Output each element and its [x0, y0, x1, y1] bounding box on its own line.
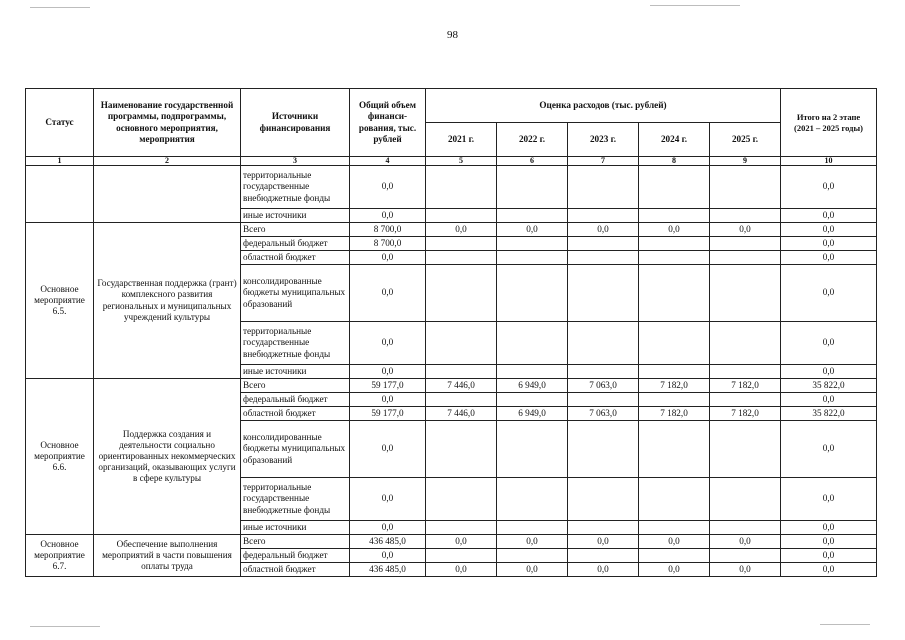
source-cell: консолидированные бюджеты муниципальных образований: [241, 265, 350, 322]
year-2023-cell: [568, 478, 639, 521]
year-2024-cell: [639, 478, 710, 521]
total-cell: 8 700,0: [350, 223, 426, 237]
status-cell: [26, 166, 94, 223]
year-2023-cell: [568, 237, 639, 251]
year-2025-cell: 7 182,0: [710, 407, 781, 421]
source-cell: Всего: [241, 535, 350, 549]
year-2025-cell: [710, 521, 781, 535]
header-itogo: [781, 89, 877, 157]
year-2021-cell: [426, 549, 497, 563]
column-number: 9: [710, 157, 781, 166]
source-cell: федеральный бюджет: [241, 237, 350, 251]
total-cell: 0,0: [350, 478, 426, 521]
year-2021-cell: 7 446,0: [426, 379, 497, 393]
year-2024-cell: [639, 265, 710, 322]
year-2023-cell: 0,0: [568, 223, 639, 237]
year-2025-cell: [710, 166, 781, 209]
year-2021-cell: [426, 265, 497, 322]
year-2023-cell: 0,0: [568, 535, 639, 549]
header-year-2025: 2025 г.: [710, 123, 781, 157]
year-2024-cell: 7 182,0: [639, 379, 710, 393]
year-2021-cell: [426, 322, 497, 365]
year-2024-cell: [639, 549, 710, 563]
year-2022-cell: [497, 521, 568, 535]
year-2023-cell: [568, 549, 639, 563]
year-2021-cell: [426, 421, 497, 478]
year-2023-cell: 0,0: [568, 563, 639, 577]
year-2025-cell: [710, 549, 781, 563]
year-2024-cell: 0,0: [639, 223, 710, 237]
year-2023-cell: [568, 251, 639, 265]
year-2025-cell: [710, 478, 781, 521]
header-year-2023: 2023 г.: [568, 123, 639, 157]
status-cell: Основное мероприятие 6.7.: [26, 535, 94, 577]
header-status: Статус: [26, 89, 94, 157]
header-name: Наименование государственной программы, подпрограммы, основного мероприятия, мероприятия: [94, 89, 241, 157]
year-2022-cell: [497, 166, 568, 209]
total-cell: 0,0: [350, 265, 426, 322]
year-2024-cell: [639, 365, 710, 379]
table-body: [26, 166, 877, 577]
year-2021-cell: 0,0: [426, 223, 497, 237]
year-2025-cell: [710, 237, 781, 251]
itogo-cell: 0,0: [781, 251, 877, 265]
year-2023-cell: [568, 166, 639, 209]
year-2022-cell: [497, 265, 568, 322]
year-2022-cell: [497, 209, 568, 223]
source-cell: иные источники: [241, 209, 350, 223]
budget-table: [25, 88, 877, 577]
scan-artifact-top-left: [30, 7, 90, 8]
year-2022-cell: 6 949,0: [497, 379, 568, 393]
year-2025-cell: [710, 251, 781, 265]
header-sources: Источники финансирования: [241, 89, 350, 157]
status-cell: Основное мероприятие 6.5.: [26, 223, 94, 379]
total-cell: 0,0: [350, 209, 426, 223]
column-number: 4: [350, 157, 426, 166]
itogo-cell: 0,0: [781, 478, 877, 521]
source-cell: иные источники: [241, 521, 350, 535]
year-2025-cell: [710, 265, 781, 322]
column-number: 2: [94, 157, 241, 166]
header-year-2022: 2022 г.: [497, 123, 568, 157]
activity-name-cell: Государственная поддержка (грант) комплексного развития региональных и муниципальных учреждений культуры: [94, 223, 241, 379]
year-2022-cell: 0,0: [497, 223, 568, 237]
header-total: Общий объем финанси-рования, тыс. рублей: [350, 89, 426, 157]
year-2023-cell: [568, 322, 639, 365]
total-cell: 0,0: [350, 549, 426, 563]
year-2022-cell: [497, 251, 568, 265]
itogo-cell: 0,0: [781, 393, 877, 407]
itogo-cell: 0,0: [781, 563, 877, 577]
scan-artifact-bottom-left: [30, 626, 100, 627]
year-2025-cell: [710, 421, 781, 478]
year-2025-cell: 0,0: [710, 563, 781, 577]
itogo-cell: 35 822,0: [781, 379, 877, 393]
year-2021-cell: 7 446,0: [426, 407, 497, 421]
year-2025-cell: [710, 209, 781, 223]
year-2021-cell: 0,0: [426, 563, 497, 577]
column-number: 3: [241, 157, 350, 166]
table-row: [26, 379, 877, 393]
year-2022-cell: [497, 549, 568, 563]
year-2022-cell: [497, 478, 568, 521]
itogo-cell: 0,0: [781, 265, 877, 322]
year-2021-cell: [426, 393, 497, 407]
total-cell: 436 485,0: [350, 563, 426, 577]
year-2024-cell: [639, 209, 710, 223]
year-2023-cell: 7 063,0: [568, 407, 639, 421]
table-row: [26, 223, 877, 237]
total-cell: 0,0: [350, 421, 426, 478]
column-number: 5: [426, 157, 497, 166]
source-cell: территориальные государственные внебюджетные фонды: [241, 478, 350, 521]
source-cell: федеральный бюджет: [241, 549, 350, 563]
total-cell: 0,0: [350, 521, 426, 535]
itogo-cell: 0,0: [781, 521, 877, 535]
activity-name-cell: Поддержка создания и деятельности социально ориентированных некоммерческих организаций, оказывающих услуги в сфере культуры: [94, 379, 241, 535]
column-number: 6: [497, 157, 568, 166]
total-cell: 8 700,0: [350, 237, 426, 251]
total-cell: 0,0: [350, 166, 426, 209]
year-2022-cell: 6 949,0: [497, 407, 568, 421]
year-2023-cell: [568, 521, 639, 535]
year-2021-cell: [426, 209, 497, 223]
itogo-cell: 0,0: [781, 209, 877, 223]
itogo-cell: 35 822,0: [781, 407, 877, 421]
year-2023-cell: [568, 421, 639, 478]
activity-name-cell: [94, 166, 241, 223]
source-cell: Всего: [241, 379, 350, 393]
year-2022-cell: [497, 322, 568, 365]
itogo-cell: 0,0: [781, 365, 877, 379]
year-2024-cell: 0,0: [639, 563, 710, 577]
year-2025-cell: [710, 365, 781, 379]
year-2024-cell: [639, 521, 710, 535]
year-2024-cell: 0,0: [639, 535, 710, 549]
total-cell: 0,0: [350, 251, 426, 265]
year-2022-cell: [497, 365, 568, 379]
header-year-2024: 2024 г.: [639, 123, 710, 157]
year-2022-cell: [497, 393, 568, 407]
year-2025-cell: [710, 393, 781, 407]
source-cell: Всего: [241, 223, 350, 237]
year-2022-cell: [497, 421, 568, 478]
header-estimate: Оценка расходов (тыс. рублей): [426, 89, 781, 123]
year-2023-cell: 7 063,0: [568, 379, 639, 393]
year-2023-cell: [568, 393, 639, 407]
year-2023-cell: [568, 365, 639, 379]
column-number: 1: [26, 157, 94, 166]
scan-artifact-top-right: [650, 5, 740, 6]
source-cell: областной бюджет: [241, 251, 350, 265]
year-2024-cell: [639, 421, 710, 478]
table-row: [26, 166, 877, 209]
total-cell: 0,0: [350, 322, 426, 365]
header-year-2021: 2021 г.: [426, 123, 497, 157]
year-2024-cell: [639, 322, 710, 365]
year-2021-cell: [426, 365, 497, 379]
itogo-cell: 0,0: [781, 421, 877, 478]
header-itogo-years: (2021 – 2025 годы): [794, 122, 863, 133]
year-2021-cell: [426, 521, 497, 535]
total-cell: 436 485,0: [350, 535, 426, 549]
itogo-cell: 0,0: [781, 237, 877, 251]
year-2023-cell: [568, 265, 639, 322]
itogo-cell: 0,0: [781, 535, 877, 549]
table-row: [26, 535, 877, 549]
source-cell: консолидированные бюджеты муниципальных образований: [241, 421, 350, 478]
status-cell: Основное мероприятие 6.6.: [26, 379, 94, 535]
source-cell: федеральный бюджет: [241, 393, 350, 407]
table-header: [26, 89, 877, 166]
column-number: 7: [568, 157, 639, 166]
total-cell: 59 177,0: [350, 407, 426, 421]
year-2022-cell: [497, 237, 568, 251]
itogo-cell: 0,0: [781, 166, 877, 209]
column-number: 10: [781, 157, 877, 166]
year-2024-cell: [639, 251, 710, 265]
year-2021-cell: [426, 166, 497, 209]
year-2024-cell: [639, 166, 710, 209]
activity-name-cell: Обеспечение выполнения мероприятий в части повышения оплаты труда: [94, 535, 241, 577]
year-2022-cell: 0,0: [497, 563, 568, 577]
total-cell: 0,0: [350, 365, 426, 379]
itogo-cell: 0,0: [781, 223, 877, 237]
source-cell: территориальные государственные внебюджетные фонды: [241, 166, 350, 209]
source-cell: территориальные государственные внебюджетные фонды: [241, 322, 350, 365]
year-2021-cell: 0,0: [426, 535, 497, 549]
column-number: 8: [639, 157, 710, 166]
itogo-cell: 0,0: [781, 549, 877, 563]
year-2024-cell: [639, 393, 710, 407]
year-2023-cell: [568, 209, 639, 223]
year-2025-cell: 0,0: [710, 535, 781, 549]
total-cell: 0,0: [350, 393, 426, 407]
source-cell: областной бюджет: [241, 563, 350, 577]
page-number: 98: [447, 29, 458, 41]
year-2021-cell: [426, 478, 497, 521]
source-cell: иные источники: [241, 365, 350, 379]
year-2022-cell: 0,0: [497, 535, 568, 549]
year-2025-cell: 0,0: [710, 223, 781, 237]
itogo-cell: 0,0: [781, 322, 877, 365]
scan-artifact-bottom-right: [820, 624, 870, 625]
header-itogo-title: Итого на 2 этапе: [796, 112, 861, 123]
year-2025-cell: [710, 322, 781, 365]
year-2021-cell: [426, 237, 497, 251]
year-2024-cell: 7 182,0: [639, 407, 710, 421]
source-cell: областной бюджет: [241, 407, 350, 421]
year-2021-cell: [426, 251, 497, 265]
year-2024-cell: [639, 237, 710, 251]
year-2025-cell: 7 182,0: [710, 379, 781, 393]
total-cell: 59 177,0: [350, 379, 426, 393]
